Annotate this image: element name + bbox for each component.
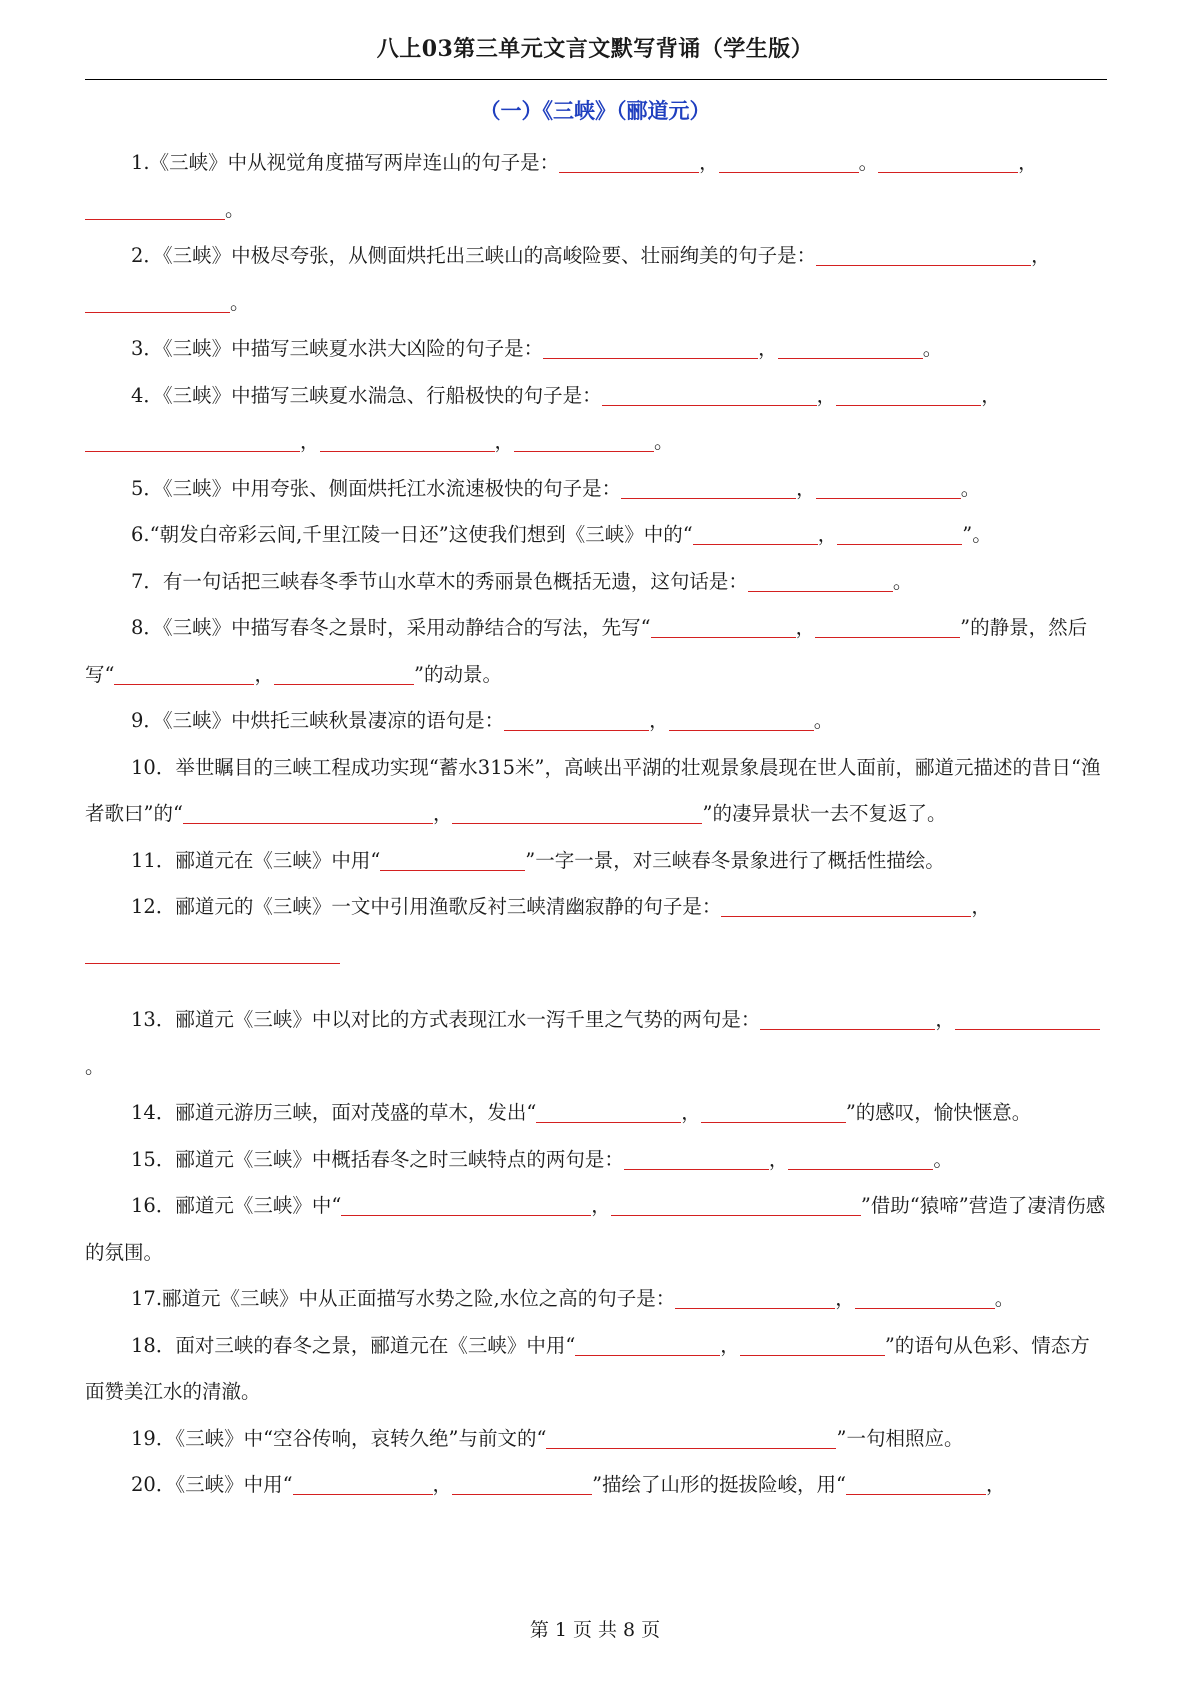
- question-text: 8．《三峡》中描写春冬之景时，采用动静结合的写法，先写“: [131, 616, 651, 639]
- answer-blank[interactable]: [514, 427, 654, 452]
- answer-blank[interactable]: [183, 799, 433, 824]
- answer-blank[interactable]: [651, 613, 796, 638]
- question-19: 19．《三峡》中“空谷传响，哀转久绝”与前文的“ ”一句相照应。: [85, 1416, 1107, 1463]
- question-3: 3．《三峡》中描写三峡夏水洪大凶险的句子是： ， 。: [85, 326, 1107, 373]
- question-text: 19．《三峡》中“空谷传响，哀转久绝”与前文的“: [131, 1426, 547, 1450]
- answer-blank[interactable]: [602, 381, 817, 406]
- answer-blank[interactable]: [543, 334, 758, 359]
- answer-blank[interactable]: [536, 1098, 681, 1123]
- answer-blank[interactable]: [816, 241, 1031, 266]
- header-divider: [85, 79, 1107, 80]
- question-10: 10．举世瞩目的三峡工程成功实现“蓄水315米”，高峡出平湖的壮观景象晨现在世人面前，郦道元描述的昔日“渔者歌曰”的“ ， ”的凄异景状一去不复返了。: [85, 755, 1101, 825]
- answer-blank[interactable]: [504, 706, 649, 731]
- page-footer: 第 1 页 共 8 页: [529, 1619, 661, 1641]
- answer-blank[interactable]: [274, 660, 414, 685]
- answer-blank[interactable]: [955, 1005, 1100, 1030]
- document-title: 八上03第三单元文言文默写背诵（学生版）: [376, 36, 814, 62]
- answer-blank[interactable]: [85, 288, 230, 313]
- answer-blank[interactable]: [815, 613, 960, 638]
- answer-blank[interactable]: [760, 1005, 935, 1030]
- question-text: 6.“朝发白帝彩云间,千里江陵一日还”这使我们想到《三峡》中的“: [131, 523, 693, 546]
- question-5: 5．《三峡》中用夸张、侧面烘托江水流速极快的句子是： ， 。: [85, 466, 1107, 513]
- answer-blank[interactable]: [341, 1191, 591, 1216]
- question-text: 17.郦道元《三峡》中从正面描写水势之险,水位之高的句子是：: [131, 1287, 676, 1310]
- answer-blank[interactable]: [452, 799, 702, 824]
- answer-blank[interactable]: [719, 148, 859, 173]
- question-text: 15．郦道元《三峡》中概括春冬之时三峡特点的两句是：: [131, 1147, 624, 1171]
- answer-blank[interactable]: [621, 474, 796, 499]
- question-16: 16．郦道元《三峡》中“ ， ”借助“猿啼”营造了凄清伤感的氛围。: [85, 1183, 1107, 1276]
- question-17: 17.郦道元《三峡》中从正面描写水势之险,水位之高的句子是： ， 。: [85, 1276, 1107, 1323]
- answer-blank[interactable]: [114, 660, 254, 685]
- question-14: 14．郦道元游历三峡，面对茂盛的草木，发出“ ， ”的感叹，愉快惬意。: [85, 1090, 1107, 1137]
- answer-blank[interactable]: [85, 195, 225, 220]
- question-6: 6.“朝发白帝彩云间,千里江陵一日还”这使我们想到《三峡》中的“ ， ”。: [85, 512, 1107, 559]
- question-text: 11．郦道元在《三峡》中用“: [131, 848, 381, 872]
- answer-blank[interactable]: [452, 1470, 592, 1495]
- question-11: 11．郦道元在《三峡》中用“ ”一字一景，对三峡春冬景象进行了概括性描绘。: [85, 838, 1107, 885]
- answer-blank[interactable]: [624, 1145, 769, 1170]
- question-text: 5．《三峡》中用夸张、侧面烘托江水流速极快的句子是：: [131, 476, 622, 500]
- question-7: 7．有一句话把三峡春冬季节山水草木的秀丽景色概括无遗，这句话是： 。: [85, 559, 1107, 606]
- answer-blank[interactable]: [320, 427, 495, 452]
- answer-blank[interactable]: [546, 1424, 836, 1449]
- question-4: 4．《三峡》中描写三峡夏水湍急、行船极快的句子是： ， ，， ， 。: [85, 373, 1107, 466]
- question-text: 3．《三峡》中描写三峡夏水洪大凶险的句子是：: [131, 337, 544, 360]
- question-text: 9．《三峡》中烘托三峡秋景凄凉的语句是：: [131, 709, 505, 732]
- question-text: 1.《三峡》中从视觉角度描写两岸连山的句子是：: [131, 151, 560, 174]
- section-title: （一）《三峡》（郦道元）: [479, 98, 711, 123]
- question-13: 13．郦道元《三峡》中以对比的方式表现江水一泻千里之气势的两句是： ，。: [85, 997, 1107, 1090]
- question-text: 7．有一句话把三峡春冬季节山水草木的秀丽景色概括无遗，这句话是：: [131, 569, 748, 593]
- spacer: [85, 977, 1107, 997]
- answer-blank[interactable]: [836, 381, 981, 406]
- answer-blank[interactable]: [693, 520, 818, 545]
- question-18: 18．面对三峡的春冬之景，郦道元在《三峡》中用“ ， ”的语句从色彩、情态方面赞美江水的清澈。: [85, 1323, 1107, 1416]
- answer-blank[interactable]: [748, 567, 893, 592]
- answer-blank[interactable]: [721, 892, 971, 917]
- question-text: 16．郦道元《三峡》中“: [131, 1194, 342, 1217]
- answer-blank[interactable]: [85, 427, 300, 452]
- answer-blank[interactable]: [701, 1098, 846, 1123]
- answer-blank[interactable]: [878, 148, 1018, 173]
- answer-blank[interactable]: [669, 706, 814, 731]
- question-1: 1.《三峡》中从视觉角度描写两岸连山的句子是： ， 。 ，。: [85, 140, 1107, 233]
- question-text: 13．郦道元《三峡》中以对比的方式表现江水一泻千里之气势的两句是：: [131, 1008, 761, 1031]
- question-8: 8．《三峡》中描写春冬之景时，采用动静结合的写法，先写“ ， ”的静景，然后写“ ， ”的动景。: [85, 605, 1107, 698]
- answer-blank[interactable]: [788, 1145, 933, 1170]
- answer-blank[interactable]: [837, 520, 962, 545]
- answer-blank[interactable]: [380, 846, 525, 871]
- question-15: 15．郦道元《三峡》中概括春冬之时三峡特点的两句是： ， 。: [85, 1137, 1107, 1184]
- answer-blank[interactable]: [675, 1284, 835, 1309]
- answer-blank[interactable]: [855, 1284, 995, 1309]
- answer-blank[interactable]: [778, 334, 923, 359]
- question-text: 4．《三峡》中描写三峡夏水湍急、行船极快的句子是：: [131, 383, 602, 407]
- question-text: 10．举世瞩目的三峡工程成功实现“蓄水315米”，高峡出平湖的壮观景象晨现在世人面前，郦道元描述的昔日“渔者歌曰”的“: [85, 755, 1101, 825]
- question-20: 20．《三峡》中用“ ， ”描绘了山形的挺拔险峻，用“ ，: [85, 1462, 1107, 1509]
- question-12: 12．郦道元的《三峡》一文中引用渔歌反衬三峡清幽寂静的句子是： ，: [85, 884, 1107, 977]
- answer-blank[interactable]: [85, 939, 340, 964]
- answer-blank[interactable]: [816, 474, 961, 499]
- answer-blank[interactable]: [846, 1470, 986, 1495]
- question-text: 2．《三峡》中极尽夸张，从侧面烘托出三峡山的高峻险要、壮丽绚美的句子是：: [131, 244, 817, 267]
- answer-blank[interactable]: [293, 1470, 433, 1495]
- question-text: 20．《三峡》中用“: [131, 1473, 293, 1496]
- answer-blank[interactable]: [575, 1331, 720, 1356]
- question-list: [85, 140, 1107, 1509]
- question-text: 18．面对三峡的春冬之景，郦道元在《三峡》中用“: [131, 1333, 576, 1357]
- question-2: 2．《三峡》中极尽夸张，从侧面烘托出三峡山的高峻险要、壮丽绚美的句子是： ，。: [85, 233, 1107, 326]
- question-9: 9．《三峡》中烘托三峡秋景凄凉的语句是： ， 。: [85, 698, 1107, 745]
- question-text: 14．郦道元游历三峡，面对茂盛的草木，发出“: [131, 1101, 537, 1124]
- question-text: 12．郦道元的《三峡》一文中引用渔歌反衬三峡清幽寂静的句子是：: [131, 895, 722, 918]
- answer-blank[interactable]: [559, 148, 699, 173]
- answer-blank[interactable]: [740, 1331, 885, 1356]
- answer-blank[interactable]: [611, 1191, 861, 1216]
